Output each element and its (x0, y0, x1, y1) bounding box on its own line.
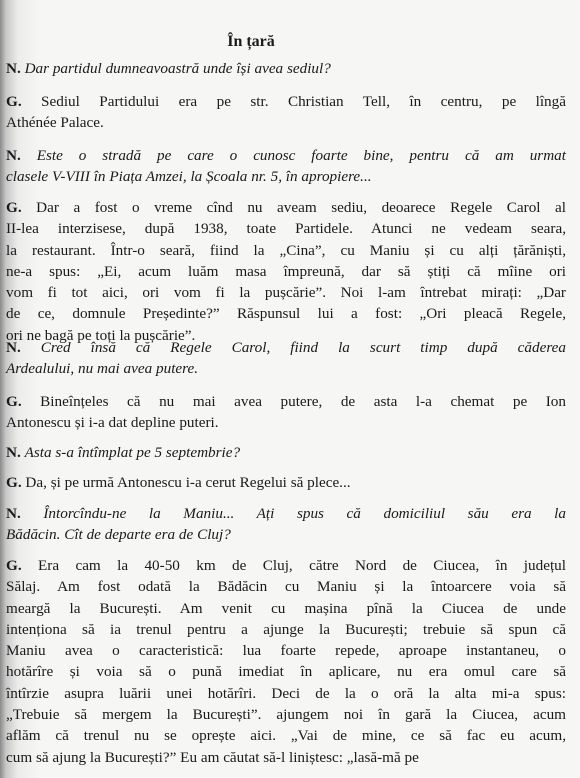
text-line (6, 725, 566, 746)
speaker-label: N. (6, 60, 25, 77)
line-text: Ardealului, nu mai avea putere. (6, 360, 199, 378)
text-line (6, 576, 566, 597)
text-line (6, 598, 566, 619)
paragraph-answer (6, 472, 566, 493)
line-text: Cred însă că Regele Carol, fiind la scurt timp după căderea (40, 339, 567, 356)
text-line (6, 391, 566, 412)
text-line (6, 197, 566, 218)
line-text: Dar a fost o vreme cînd nu aveam sediu, deoarece Regele Carol al (36, 199, 566, 216)
line-text: ne-a spus: „Ei, acum luăm masa împreună, dar să știți că mîine ori (6, 262, 566, 280)
paragraph-question (6, 58, 566, 79)
text-line (6, 619, 566, 640)
text-line (6, 704, 566, 725)
line-text: Este o stradă pe care o cunosc foarte bine, pentru că am urmat (36, 147, 566, 164)
text-line (6, 91, 566, 112)
line-text: Bădăcin. Cît de departe era de Cluj? (6, 526, 231, 544)
line-text: Întorcîndu-ne la Maniu... Ați spus că domiciliul său era la (43, 505, 566, 522)
line-text: hotărîre și voia să o pună imediat în aplicare, nu era omul care să (6, 663, 566, 681)
speaker-label: G. (6, 474, 26, 491)
text-line (6, 240, 566, 261)
line-text: vom fi tot aici, ori vom fi la pușcărie”. Noi l-am întrebat mirați: „Dar (6, 284, 566, 302)
line-text: întîrzie asupra luării unei hotărîri. Deci de la o oră la alta mi-a spus: (6, 684, 566, 702)
text-line (6, 524, 566, 545)
text-line (6, 412, 566, 433)
line-text: Sediul Partidului era pe str. Christian Tell, în centru, pe lîngă (41, 93, 566, 110)
text-line (6, 112, 566, 133)
line-text: Athénée Palace. (6, 114, 104, 132)
line-text: clasele V-VIII în Piața Amzei, la Școala nr. 5, în apropiere... (6, 168, 372, 186)
text-line (6, 58, 566, 79)
text-line (6, 640, 566, 661)
paragraph-answer (6, 91, 566, 134)
paragraph-question (6, 442, 566, 463)
text-line (6, 303, 566, 324)
line-text: de ce, domnule Președinte?” Răspunsul lui a fost: „Ori pleacă Regele, (6, 305, 566, 323)
line-text: meargă la București. Am venit cu mașina pînă la Ciucea de unde (6, 599, 566, 617)
text-line (6, 683, 566, 704)
text-line (6, 358, 566, 379)
text-line (6, 661, 566, 682)
text-line (6, 337, 566, 358)
line-text: ori ne bagă pe toți la pușcărie”. (6, 326, 196, 344)
text-line (6, 472, 566, 493)
text-line (6, 747, 566, 768)
text-line (6, 442, 566, 463)
text-line (6, 555, 566, 576)
line-text: Bineînțeles că nu mai avea putere, de asta l-a chemat pe Ion (40, 393, 566, 410)
paragraph-answer (6, 555, 566, 768)
paragraph-question (6, 337, 566, 380)
page-title: În țară (227, 33, 275, 50)
text-line (6, 166, 566, 187)
line-text: Dar partidul dumneavoastră unde își avea sediul? (24, 60, 331, 77)
line-text: la restaurant. Într-o seară, fiind la „Cina”, cu Maniu și cu alți țărăniști, (6, 241, 566, 259)
text-line (6, 261, 566, 282)
speaker-label: N. (6, 505, 44, 522)
line-text: Sălaj. Am fost odată la Bădăcin cu Maniu și la întoarcere voia să (6, 578, 566, 596)
speaker-label: G. (6, 393, 41, 410)
line-text: Maniu avea o caracteristică: lua foarte repede, aproape instantaneu, o (6, 642, 566, 660)
line-text: Era cam la 40-50 km de Cluj, către Nord de Ciucea, în județul (38, 557, 566, 574)
speaker-label: G. (6, 557, 38, 574)
line-text: cum să ajung la București?” Eu am căutat să-l liniștesc: „lasă-mă pe (6, 748, 419, 766)
line-text: aflăm că trenul nu se oprește aici. „Vai de mine, ce să fac eu acum, (6, 727, 566, 745)
line-text: II-lea interzisese, după 1938, toate Partidele. Atunci ne vedeam seara, (6, 220, 566, 238)
paragraph-question (6, 145, 566, 188)
line-text: Asta s-a întîmplat pe 5 septembrie? (24, 444, 241, 461)
line-text: „Trebuie să mergem la București”. ajungem noi în gară la Ciucea, acum (6, 706, 566, 724)
text-line (6, 282, 566, 303)
line-text: Antonescu și i-a dat depline puteri. (6, 414, 219, 432)
paragraph-question (6, 503, 566, 546)
text-line (6, 218, 566, 239)
speaker-label: N. (6, 147, 37, 164)
text-line (6, 145, 566, 166)
line-text: Da, și pe urmă Antonescu i-a cerut Regelui să plece... (25, 474, 351, 491)
speaker-label: G. (6, 93, 42, 110)
speaker-label: N. (6, 339, 41, 356)
speaker-label: N. (6, 444, 25, 461)
paragraph-answer (6, 197, 566, 346)
text-line (6, 503, 566, 524)
paragraph-answer (6, 391, 566, 434)
speaker-label: G. (6, 199, 37, 216)
line-text: intenționa să ia trenul pentru a ajunge la București; trebuie să spun că (6, 620, 566, 638)
